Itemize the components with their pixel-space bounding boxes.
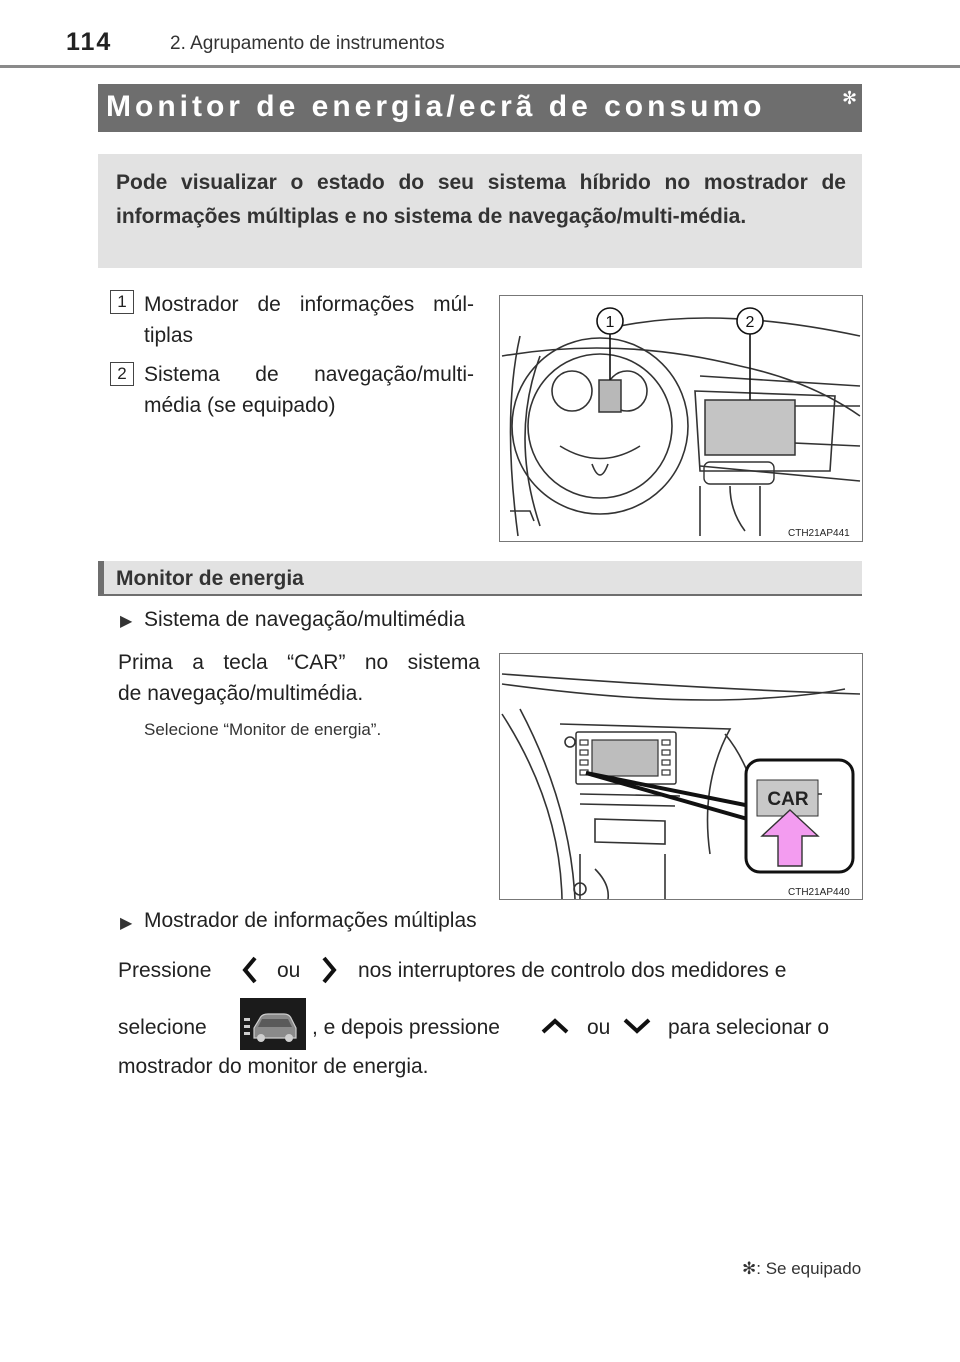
triangle-right-icon: ▶ <box>120 915 133 932</box>
footnote <box>742 1259 861 1279</box>
dashboard-drawing <box>500 296 862 541</box>
asterisk-icon: ✻ <box>842 88 858 108</box>
footnote-text: : Se equipado <box>756 1259 862 1278</box>
figure-code: CTH21AP440 <box>788 887 850 898</box>
chevron-left-icon <box>240 955 260 985</box>
chapter-title: 2. Agrupamento de instrumentos <box>170 33 445 54</box>
callout-2: 2 <box>745 314 755 331</box>
item-line: tiplas <box>144 324 194 347</box>
bullet-heading: Mostrador de informações múltiplas <box>144 909 477 932</box>
page-number: 114 <box>66 28 113 56</box>
instruction-word: ou <box>587 1016 611 1039</box>
figure-code: CTH21AP441 <box>788 528 850 539</box>
instruction-text: nos interruptores de controlo dos medidores e <box>358 959 787 982</box>
item-line: média (se equipado) <box>144 394 336 417</box>
subsection-bar <box>98 561 862 596</box>
item-number: 1 <box>110 290 134 314</box>
callout-1: 1 <box>605 314 615 331</box>
triangle-right-icon: ▶ <box>120 613 133 630</box>
bullet-heading: Sistema de navegação/multimédia <box>144 608 466 631</box>
section-title-bar <box>98 84 862 132</box>
subsection-title: Monitor de energia <box>116 567 304 590</box>
instruction-text: , e depois pressione <box>312 1016 500 1039</box>
console-drawing <box>500 654 862 899</box>
header-divider <box>0 65 960 68</box>
sub-instruction: Selecione “Monitor de energia”. <box>144 720 382 739</box>
item-line: Sistema de navegação/multi- <box>144 363 474 386</box>
car-display-icon <box>240 998 306 1050</box>
instruction-word: selecione <box>118 1016 207 1039</box>
item-line: Mostrador de informações múl- <box>144 293 474 316</box>
intro-box <box>98 154 862 268</box>
chevron-right-icon <box>319 955 339 985</box>
instruction-line: Prima a tecla “CAR” no sistema <box>118 651 480 674</box>
dashboard-illustration <box>499 295 863 542</box>
asterisk-icon: ✻ <box>742 1259 757 1278</box>
console-illustration <box>499 653 863 900</box>
instruction-word: ou <box>277 959 301 982</box>
instruction-line: de navegação/multimédia. <box>118 682 364 705</box>
car-key-label: CAR <box>767 789 809 810</box>
instruction-word: Pressione <box>118 959 212 982</box>
chevron-down-icon <box>622 1015 652 1037</box>
page-title: Monitor de energia/ecrã de consumo <box>106 90 766 123</box>
item-number: 2 <box>110 362 134 386</box>
intro-text: Pode visualizar o estado do seu sistema híbrido no mostrador de informações múltiplas e no sistema de navegação/multi-média. <box>116 171 846 228</box>
instruction-text: mostrador do monitor de energia. <box>118 1055 429 1078</box>
instruction-text: para selecionar o <box>668 1016 830 1039</box>
chevron-up-icon <box>540 1015 570 1037</box>
